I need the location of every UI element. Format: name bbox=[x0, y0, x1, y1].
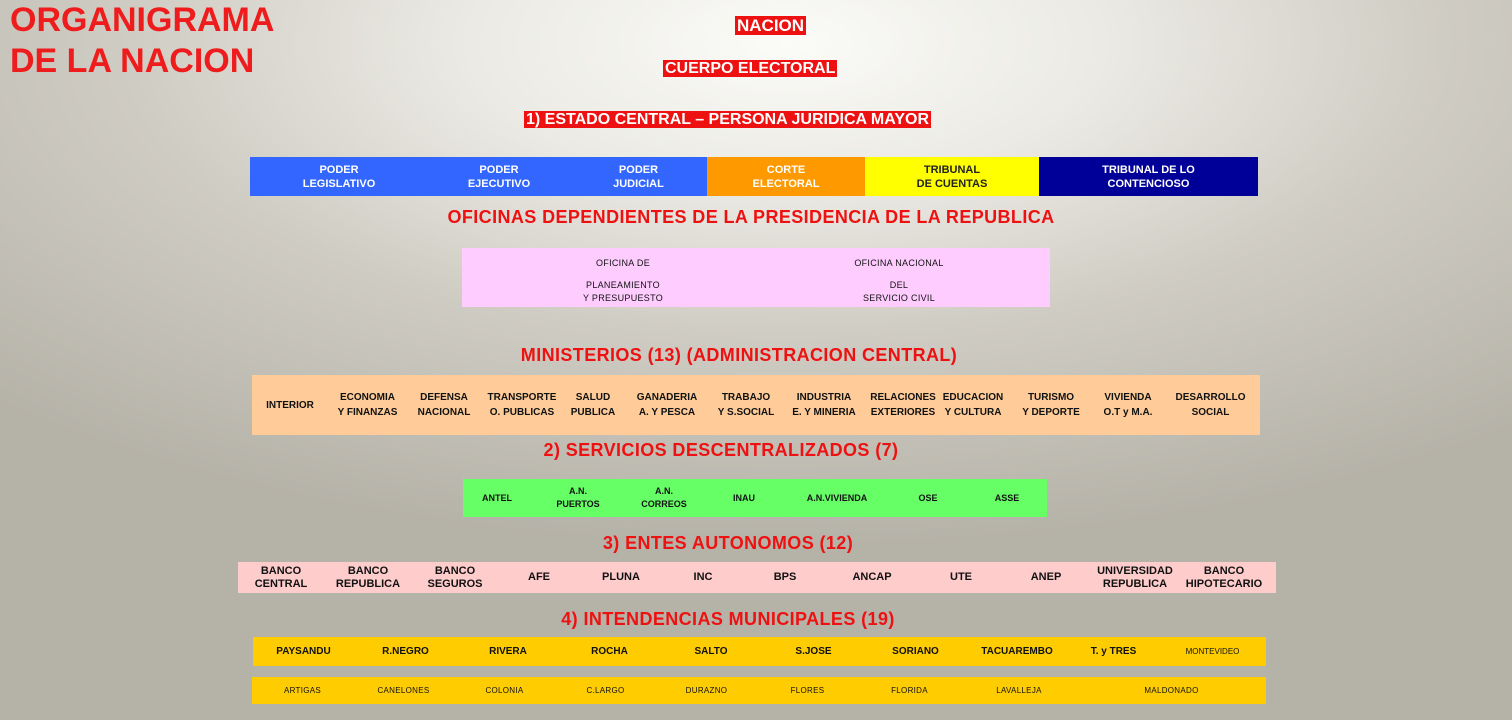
intendencia-durazno: DURAZNO bbox=[685, 685, 728, 695]
ente-ute: UTE bbox=[950, 571, 972, 583]
cuerpo-electoral-label: CUERPO ELECTORAL bbox=[665, 60, 836, 77]
servicio-ose: OSE bbox=[918, 492, 938, 503]
intendencia-c-largo: C.LARGO bbox=[586, 685, 625, 695]
servicios-row bbox=[463, 479, 1047, 517]
ente-banco-hipotecario: BANCO HIPOTECARIO bbox=[1185, 564, 1263, 590]
intendencia-artigas: ARTIGAS bbox=[283, 685, 322, 695]
servicio-a-n-puertos: A.N. PUERTOS bbox=[556, 486, 600, 509]
ministerio-educacion-y-cultura: EDUCACION Y CULTURA bbox=[942, 392, 1004, 418]
poder-legislativo: PODER LEGISLATIVO bbox=[250, 157, 428, 196]
servicios-heading: 2) SERVICIOS DESCENTRALIZADOS (7) bbox=[543, 440, 899, 460]
oficinas-heading: OFICINAS DEPENDIENTES DE LA PRESIDENCIA DE LA REPUBLICA bbox=[447, 207, 1055, 227]
intendencia-r-negro: R.NEGRO bbox=[382, 645, 429, 657]
tribunal-contencioso: TRIBUNAL DE LO CONTENCIOSO bbox=[1039, 157, 1258, 196]
intendencia-florida: FLORIDA bbox=[891, 685, 928, 695]
ministerio-interior: INTERIOR bbox=[266, 399, 314, 411]
ministerio-desarrollo-social: DESARROLLO SOCIAL bbox=[1175, 392, 1246, 418]
page-title-line-1: ORGANIGRAMA bbox=[10, 1, 275, 39]
ente-afe: AFE bbox=[528, 571, 550, 583]
oficina-planeamiento: OFICINA DE PLANEAMIENTO Y PRESUPUESTO bbox=[582, 258, 664, 303]
poder-judicial: PODER JUDICIAL bbox=[570, 157, 707, 196]
ministerio-ganaderia-a-y-pesca: GANADERIA A. Y PESCA bbox=[636, 392, 698, 418]
ente-bps: BPS bbox=[773, 571, 797, 583]
intendencias-heading: 4) INTENDENCIAS MUNICIPALES (19) bbox=[561, 609, 895, 629]
estado-central-label: 1) ESTADO CENTRAL – PERSONA JURIDICA MAYOR bbox=[526, 111, 930, 128]
servicio-asse: ASSE bbox=[994, 492, 1020, 503]
intendencia-maldonado: MALDONADO bbox=[1144, 685, 1199, 695]
intendencia-lavalleja: LAVALLEJA bbox=[996, 685, 1042, 695]
entes-row bbox=[238, 562, 1276, 593]
ministerio-economia-y-finanzas: ECONOMIA Y FINANZAS bbox=[337, 392, 398, 418]
intendencia-canelones: CANELONES bbox=[377, 685, 430, 695]
ente-anep: ANEP bbox=[1030, 571, 1062, 583]
intendencia-rocha: ROCHA bbox=[591, 645, 628, 657]
servicio-inau: INAU bbox=[733, 492, 755, 503]
ministerio-defensa-nacional: DEFENSA NACIONAL bbox=[417, 392, 471, 418]
ministerios-row bbox=[252, 375, 1260, 435]
ministerio-trabajo-y-s-social: TRABAJO Y S.SOCIAL bbox=[717, 392, 775, 418]
ministerio-transporte-o-publicas: TRANSPORTE O. PUBLICAS bbox=[487, 392, 557, 418]
intendencia-t-y-tres: T. y TRES bbox=[1090, 645, 1137, 657]
servicio-antel: ANTEL bbox=[482, 492, 512, 503]
intendencia-rivera: RIVERA bbox=[489, 645, 527, 657]
intendencia-colonia: COLONIA bbox=[485, 685, 524, 695]
page-title bbox=[10, 0, 274, 82]
intendencia-salto: SALTO bbox=[694, 645, 728, 657]
ministerio-salud-publica: SALUD PUBLICA bbox=[570, 392, 616, 418]
intendencia-flores: FLORES bbox=[790, 685, 825, 695]
ente-banco-seguros: BANCO SEGUROS bbox=[427, 564, 483, 590]
ente-ancap: ANCAP bbox=[852, 571, 892, 583]
poder-ejecutivo: PODER EJECUTIVO bbox=[428, 157, 570, 196]
entes-heading: 3) ENTES AUTONOMOS (12) bbox=[602, 533, 854, 553]
page-title-line-2: DE LA NACION bbox=[10, 42, 255, 80]
corte-electoral: CORTE ELECTORAL bbox=[707, 157, 865, 196]
ministerio-turismo-y-deporte: TURISMO Y DEPORTE bbox=[1022, 392, 1080, 418]
nacion-label: NACION bbox=[737, 16, 805, 35]
ministerio-industria-e-y-mineria: INDUSTRIA E. Y MINERIA bbox=[792, 392, 856, 418]
oficina-servicio-civil: OFICINA NACIONAL DEL SERVICIO CIVIL bbox=[854, 258, 944, 303]
ente-banco-central: BANCO CENTRAL bbox=[254, 564, 308, 590]
ente-banco-republica: BANCO REPUBLICA bbox=[335, 564, 401, 590]
tribunal-de-cuentas: TRIBUNAL DE CUENTAS bbox=[865, 157, 1039, 196]
ente-universidad-republica: UNIVERSIDAD REPUBLICA bbox=[1097, 564, 1173, 590]
servicio-a-n-correos: A.N. CORREOS bbox=[641, 486, 687, 509]
intendencias-row-1 bbox=[253, 637, 1266, 666]
intendencia-paysandu: PAYSANDU bbox=[276, 645, 331, 657]
ministerio-relaciones-exteriores: RELACIONES EXTERIORES bbox=[870, 392, 936, 418]
oficinas-box bbox=[462, 248, 1050, 307]
intendencias-row-2 bbox=[252, 677, 1266, 704]
ente-inc: INC bbox=[693, 571, 713, 583]
ministerios-heading: MINISTERIOS (13) (ADMINISTRACION CENTRAL) bbox=[520, 345, 958, 365]
ente-pluna: PLUNA bbox=[602, 571, 640, 583]
poderes-row bbox=[250, 157, 1258, 196]
ministerio-vivienda-o-t-y-m-a: VIVIENDA O.T y M.A. bbox=[1103, 392, 1153, 418]
intendencia-tacuarembo: TACUAREMBO bbox=[981, 645, 1053, 657]
servicio-a-n-vivienda: A.N.VIVIENDA bbox=[806, 492, 868, 503]
intendencia-s-jose: S.JOSE bbox=[795, 645, 832, 657]
intendencia-montevideo: MONTEVIDEO bbox=[1185, 646, 1240, 656]
intendencia-soriano: SORIANO bbox=[892, 645, 939, 657]
